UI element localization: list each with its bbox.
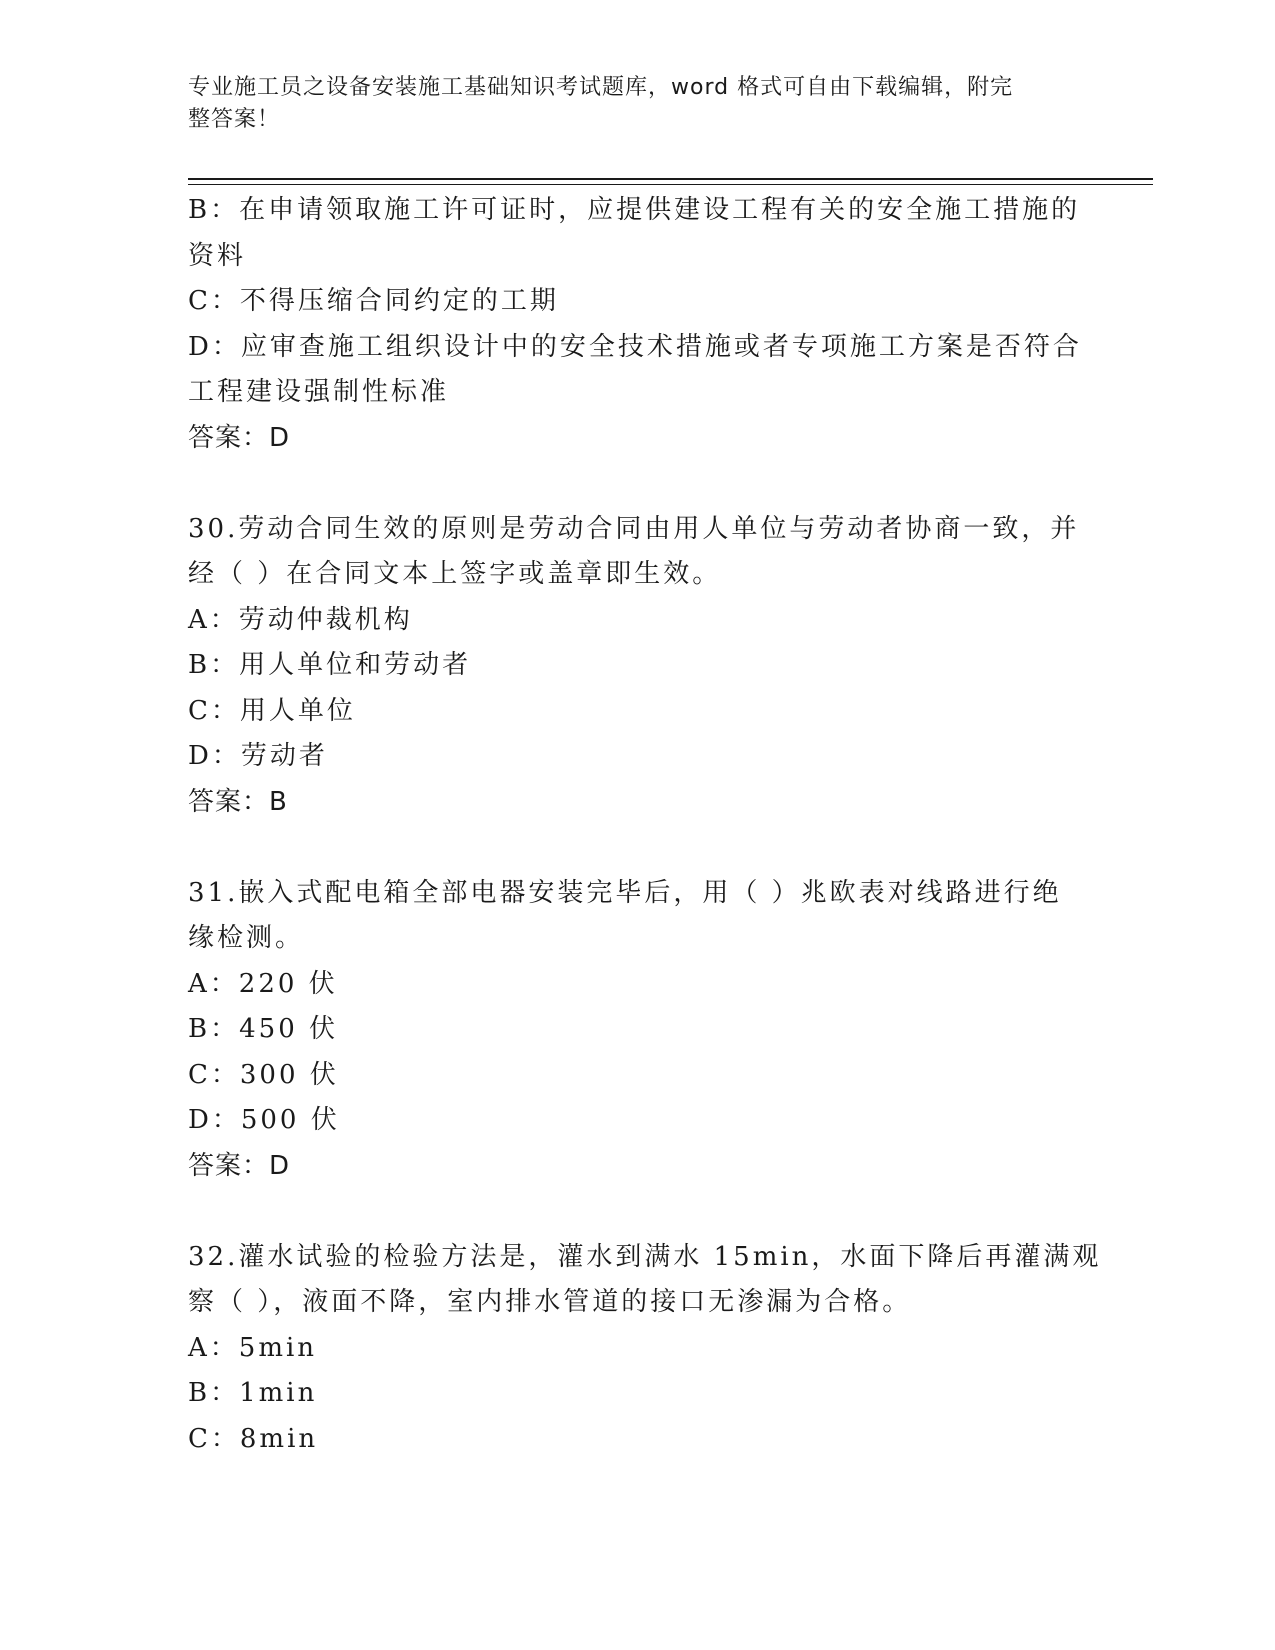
question-29-tail	[188, 188, 1082, 461]
question-30	[188, 507, 1078, 826]
header-line-2: 整答案！	[188, 107, 281, 132]
spacer	[188, 825, 1078, 871]
answer: 答案：D	[188, 1150, 291, 1181]
page-header	[188, 72, 1068, 136]
spacer	[188, 461, 1078, 507]
option-a: A：5min	[188, 1332, 318, 1363]
option-d-line-1: D：应审查施工组织设计中的安全技术措施或者专项施工方案是否符合	[188, 331, 1082, 362]
option-c: C：8min	[188, 1423, 319, 1454]
option-b: B：450 伏	[188, 1014, 338, 1044]
option-b-line-1: B：在申请领取施工许可证时，应提供建设工程有关的安全施工措施的	[188, 195, 1081, 225]
header-rule-thin	[188, 184, 1153, 185]
spacer	[188, 1189, 1078, 1235]
option-a: A：220 伏	[188, 968, 338, 999]
answer: 答案：B	[188, 786, 288, 817]
question-stem-line-1: 32.灌水试验的检验方法是，灌水到满水 15min，水面下降后再灌满观	[188, 1241, 1102, 1272]
option-d-line-2: 工程建设强制性标准	[188, 377, 450, 407]
question-stem-line-2: 缘检测。	[188, 923, 305, 953]
option-c: C：用人单位	[188, 695, 356, 726]
option-d: D：500 伏	[188, 1105, 340, 1135]
question-stem-line-2: 察（ ），液面不降，室内排水管道的接口无渗漏为合格。	[188, 1287, 912, 1317]
option-b-line-2: 资料	[188, 240, 247, 271]
question-stem-line-1: 31.嵌入式配电箱全部电器安装完毕后，用（ ）兆欧表对线路进行绝	[188, 877, 1062, 908]
answer: 答案：D	[188, 422, 291, 453]
question-31	[188, 871, 1078, 1190]
option-c: C：300 伏	[188, 1059, 339, 1090]
option-d: D：劳动者	[188, 741, 328, 771]
option-a: A：劳动仲裁机构	[188, 604, 413, 635]
header-line-1: 专业施工员之设备安装施工基础知识考试题库，word 格式可自由下载编辑，附完	[188, 75, 1014, 100]
question-stem-line-2: 经（ ）在合同文本上签字或盖章即生效。	[188, 559, 722, 589]
question-content	[188, 188, 1102, 1462]
question-32	[188, 1235, 1102, 1463]
option-b: B：用人单位和劳动者	[188, 650, 472, 680]
option-c: C：不得压缩合同约定的工期	[188, 286, 559, 316]
question-stem-line-1: 30.劳动合同生效的原则是劳动合同由用人单位与劳动者协商一致，并	[188, 513, 1080, 544]
option-b: B：1min	[188, 1378, 318, 1408]
header-rule-thick	[188, 178, 1153, 180]
